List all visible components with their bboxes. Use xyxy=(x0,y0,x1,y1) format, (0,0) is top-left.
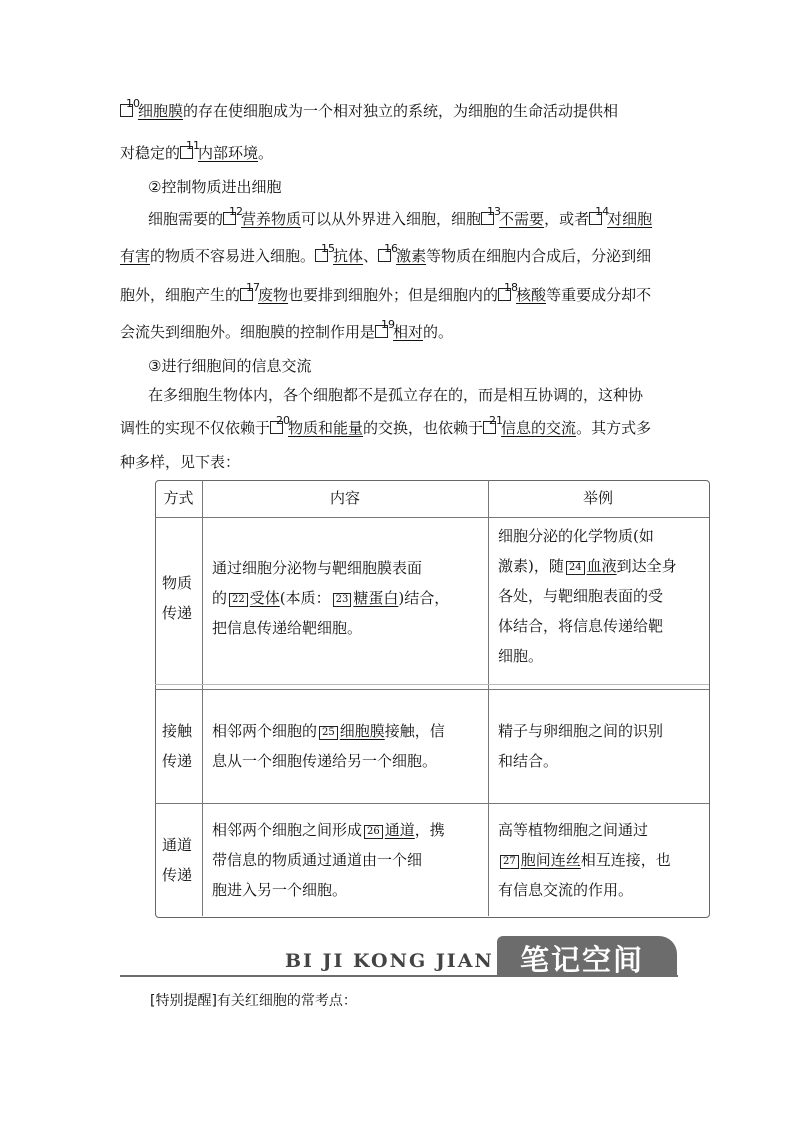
text: 激素)，随 xyxy=(498,557,564,575)
paragraph-line xyxy=(120,97,619,121)
text: 物质 xyxy=(162,574,193,592)
answer-text: 有害 xyxy=(120,247,151,265)
answer-text: 核酸 xyxy=(516,286,547,304)
table-divider xyxy=(155,517,709,518)
answer-text: 胞间连丝 xyxy=(520,851,581,869)
text: 体结合，将信息传递给靶 xyxy=(498,617,664,635)
text: 通过细胞分泌物与靶细胞膜表面 xyxy=(212,559,423,577)
text: 把信息传递给靶细胞。 xyxy=(212,619,363,637)
paragraph-line: 在多细胞生物体内，各个细胞都不是孤立存在的，而是相互协调的，这种协 xyxy=(148,386,644,404)
banner-label: 笔记空间 xyxy=(520,943,645,977)
table-divider xyxy=(155,684,709,685)
table-cell-way xyxy=(162,568,192,628)
text: )结合， xyxy=(398,589,450,607)
answer-text: 对细胞 xyxy=(607,210,653,228)
section-heading: ③进行细胞间的信息交流 xyxy=(148,357,312,375)
blank-number: 15 xyxy=(321,242,336,255)
text: 细胞分泌的化学物质(如 xyxy=(498,527,654,545)
blank-number: 10 xyxy=(126,97,140,110)
answer-text: 营养物质 xyxy=(241,210,302,228)
table-divider xyxy=(202,480,203,916)
blank-number: 20 xyxy=(276,414,291,427)
answer-text: 细胞膜 xyxy=(138,102,184,120)
answer-text: 相对 xyxy=(393,323,424,341)
text: 有信息交流的作用。 xyxy=(498,881,634,899)
text: 传递 xyxy=(162,752,193,770)
table-cell-example xyxy=(498,815,671,905)
text: 相互连接，也 xyxy=(580,851,671,869)
table-cell-way xyxy=(162,830,192,890)
blank-number: 22 xyxy=(229,593,248,607)
text: ，或者 xyxy=(544,210,590,228)
blank-number: 17 xyxy=(246,281,261,294)
table-header: 内容 xyxy=(329,489,360,507)
text: 胞外，细胞产生的 xyxy=(120,286,241,304)
answer-text: 抗体 xyxy=(333,247,364,265)
text: 传递 xyxy=(162,866,193,884)
answer-text: 糖蛋白 xyxy=(353,589,399,607)
text: 可以从外界进入细胞，细胞 xyxy=(301,210,482,228)
text: 各处，与靶细胞表面的受 xyxy=(498,587,664,605)
answer-text: 信息的交流 xyxy=(501,419,577,437)
text: 细胞。 xyxy=(498,647,544,665)
blank-number: 16 xyxy=(384,242,399,255)
table-header: 方式 xyxy=(163,489,194,507)
table-cell-example xyxy=(498,716,663,776)
text: 通道 xyxy=(162,836,193,854)
answer-text: 不需要 xyxy=(499,210,545,228)
text: 高等植物细胞之间通过 xyxy=(498,821,649,839)
blank-number: 14 xyxy=(595,205,610,218)
text: 的物质不容易进入细胞。 xyxy=(150,247,316,265)
blank-number: 24 xyxy=(566,561,585,575)
table-divider xyxy=(155,803,709,804)
table-cell-example xyxy=(498,521,677,671)
blank-number: 25 xyxy=(319,726,338,740)
paragraph-line xyxy=(120,139,274,163)
text: 带信息的物质通过通道由一个细 xyxy=(212,851,423,869)
text: 精子与卵细胞之间的识别 xyxy=(498,722,664,740)
text: 接触 xyxy=(162,722,193,740)
table-cell-content xyxy=(212,815,445,905)
blank-number: 18 xyxy=(504,281,519,294)
text xyxy=(212,716,445,746)
text: 对稳定的 xyxy=(120,144,181,162)
text: 、 xyxy=(363,247,379,265)
answer-text: 激素 xyxy=(396,247,427,265)
text: 等物质在细胞内合成后，分泌到细 xyxy=(426,247,652,265)
table-divider xyxy=(488,480,489,916)
table-header: 举例 xyxy=(582,489,613,507)
text: 会流失到细胞外。细胞膜的控制作用是 xyxy=(120,323,376,341)
paragraph-line xyxy=(120,242,652,266)
text: 的交换，也依赖于 xyxy=(363,419,484,437)
section-heading: ②控制物质进出细胞 xyxy=(148,178,282,196)
blank-number: 19 xyxy=(381,318,396,331)
text: 的。 xyxy=(423,323,454,341)
note-tag: [特别提醒] xyxy=(150,993,217,1009)
text xyxy=(498,845,671,875)
answer-text: 废物 xyxy=(258,286,289,304)
text: 胞进入另一个细胞。 xyxy=(212,881,348,899)
text xyxy=(498,551,677,581)
table-divider xyxy=(155,689,709,690)
paragraph-line xyxy=(120,281,652,305)
text: 的 xyxy=(212,589,228,607)
text: 。 xyxy=(258,144,274,162)
text: (本质： xyxy=(279,589,331,607)
text: 。其方式多 xyxy=(576,419,652,437)
note-line xyxy=(150,990,357,1010)
text xyxy=(212,583,449,613)
blank-number: 27 xyxy=(500,855,519,869)
blank-number: 26 xyxy=(364,825,383,839)
text: 和结合。 xyxy=(498,752,559,770)
text: 相邻两个细胞之间形成 xyxy=(212,821,363,839)
text: 等重要成分却不 xyxy=(546,286,652,304)
banner-pinyin: BI JI KONG JIAN xyxy=(285,950,494,972)
paragraph-line xyxy=(120,414,652,438)
table-cell-content xyxy=(212,716,445,776)
blank-number: 11 xyxy=(186,139,201,152)
text: 相邻两个细胞的 xyxy=(212,722,318,740)
text: 息从一个细胞传递给另一个细胞。 xyxy=(212,752,438,770)
table-cell-content xyxy=(212,553,449,643)
answer-text: 通道 xyxy=(384,821,415,839)
answer-text: 内部环境 xyxy=(198,144,259,162)
text: 到达全身 xyxy=(616,557,677,575)
answer-text: 细胞膜 xyxy=(339,722,385,740)
text: 调性的实现不仅依赖于 xyxy=(120,419,271,437)
text: ，携 xyxy=(414,821,445,839)
paragraph-line xyxy=(120,318,454,342)
answer-text: 物质和能量 xyxy=(288,419,364,437)
text: 的存在使细胞成为一个相对独立的系统，为细胞的生命活动提供相 xyxy=(183,102,619,120)
blank-number: 13 xyxy=(487,205,502,218)
text: 接触，信 xyxy=(384,722,445,740)
blank-number: 12 xyxy=(229,205,244,218)
table-cell-way xyxy=(162,716,192,776)
note-text: 有关红细胞的常考点： xyxy=(216,993,357,1009)
blank-number: 21 xyxy=(489,414,504,427)
blank-number: 23 xyxy=(333,593,352,607)
paragraph-line: 种多样，见下表： xyxy=(120,453,241,471)
answer-text: 血液 xyxy=(586,557,617,575)
text: 传递 xyxy=(162,604,193,622)
text xyxy=(212,815,445,845)
text: 也要排到细胞外；但是细胞内的 xyxy=(288,286,499,304)
answer-text: 受体 xyxy=(249,589,280,607)
paragraph-line xyxy=(148,205,653,229)
text: 细胞需要的 xyxy=(148,210,224,228)
